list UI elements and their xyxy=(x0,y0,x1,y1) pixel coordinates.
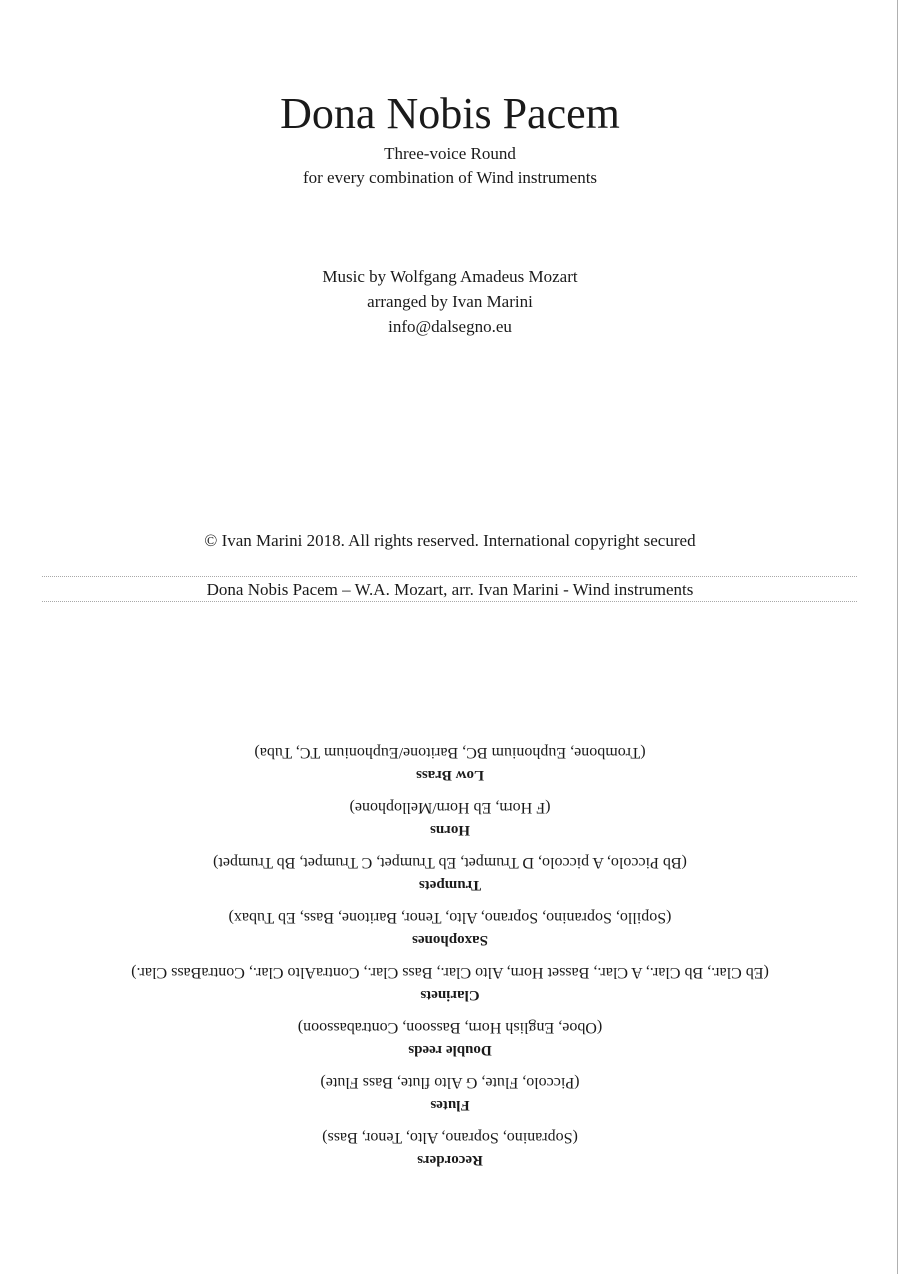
group-heading: Clarinets xyxy=(420,987,480,1003)
page-footer: Dona Nobis Pacem – W.A. Mozart, arr. Ivan Marini - Wind instruments xyxy=(206,580,694,599)
group-instruments: (F Horn, Eb Horn/Mellophone) xyxy=(349,799,551,816)
arranger-credit: arranged by Ivan Marini xyxy=(367,292,533,311)
group-heading: Low Brass xyxy=(416,767,484,783)
subtitle-line-2: for every combination of Wind instruments xyxy=(302,168,598,187)
group-instruments: (Bb Piccolo, A piccolo, D Trumpet, Eb Trumpet, C Trumpet, Bb Trumpet) xyxy=(213,854,687,871)
group-heading: Recorders xyxy=(417,1152,483,1168)
contact-email: info@dalsegno.eu xyxy=(388,317,512,336)
group-heading: Horns xyxy=(430,822,471,838)
footer-divider-top xyxy=(42,576,857,577)
footer-divider-bottom xyxy=(42,601,857,602)
group-instruments: (Trombone, Euphonium BC, Baritone/Euphonium TC, Tuba) xyxy=(254,744,646,761)
group-instruments: (Piccolo, Flute, G Alto flute, Bass Flute) xyxy=(320,1074,580,1091)
group-instruments: (Oboe, English Horn, Bassoon, Contrabassoon) xyxy=(297,1019,603,1036)
group-instruments: (Sopranino, Soprano, Alto, Tenor, Bass) xyxy=(322,1129,578,1146)
group-heading: Saxophones xyxy=(412,932,488,948)
group-instruments: (Sopillo, Sopranino, Soprano, Alto, Tenor, Baritone, Bass, Eb Tubax) xyxy=(228,909,672,926)
group-heading: Trumpets xyxy=(418,877,482,893)
subtitle-line-1: Three-voice Round xyxy=(384,144,516,163)
group-instruments: (Eb Clar., Bb Clar., A Clar., Basset Horn, Alto Clar., Bass Clar., ContraAlto Clar., ContraBass Clar.) xyxy=(131,964,769,981)
group-heading: Double reeds xyxy=(408,1042,492,1058)
copyright-notice: © Ivan Marini 2018. All rights reserved. International copyright secured xyxy=(204,531,696,550)
group-heading: Flutes xyxy=(430,1097,470,1113)
composer-credit: Music by Wolfgang Amadeus Mozart xyxy=(322,267,578,286)
page-title: Dona Nobis Pacem xyxy=(280,89,620,138)
upside-down-instrument-list xyxy=(0,720,900,1170)
